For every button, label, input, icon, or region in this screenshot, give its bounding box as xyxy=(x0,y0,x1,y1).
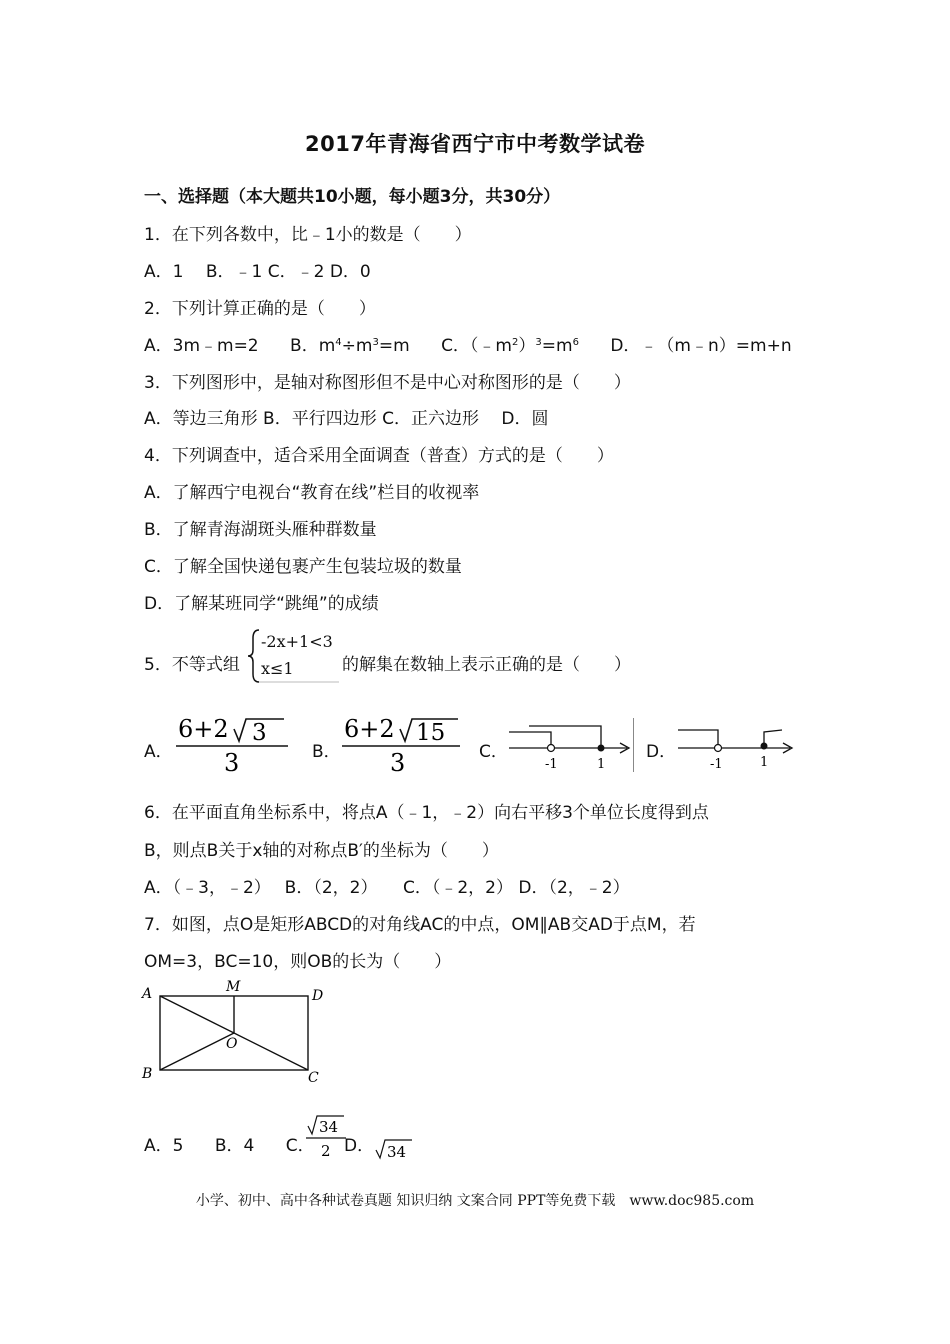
question-4-stem: 4．下列调查中，适合采用全面调查（普查）方式的是（ ） xyxy=(144,446,614,466)
option-b: B．$m^4\div m^3=m$ xyxy=(290,336,410,356)
q5-option-b-label: B． xyxy=(312,742,341,762)
option-d-label: D． xyxy=(344,1136,375,1156)
question-7-line-2: OM=3，BC=10，则OB的长为（ ） xyxy=(144,952,452,972)
question-7-line-1: 7．如图，点O是矩形ABCD的对角线AC的中点，OM∥AB交AD于点M，若 xyxy=(144,915,696,935)
q5-option-a-label: A． xyxy=(144,742,173,762)
question-2-stem: 2．下列计算正确的是（ ） xyxy=(144,299,376,319)
q5-option-c-label: C． xyxy=(479,742,508,762)
fraction-a-radicand: 3 xyxy=(252,720,267,746)
option-d: D．﹣（m﹣n）=m+n xyxy=(610,336,792,356)
inequality-2: x≤1 xyxy=(261,659,294,678)
question-4-option-b: B．了解青海湖斑头雁种群数量 xyxy=(144,520,377,540)
label-c: C xyxy=(308,1070,319,1086)
question-6-line-1: 6．在平面直角坐标系中，将点A（﹣1，﹣2）向右平移3个单位长度得到点 xyxy=(144,803,709,823)
fraction-b-denominator: 3 xyxy=(390,749,406,773)
question-4-option-a: A．了解西宁电视台“教育在线”栏目的收视率 xyxy=(144,483,480,503)
rectangle-abcd-diagram xyxy=(138,976,338,1088)
fraction-c-graphic xyxy=(304,1112,348,1164)
page-title: 2017年青海省西宁市中考数学试卷 xyxy=(305,132,645,156)
question-1-options: A．1 B．﹣1 C．﹣2 D．0 xyxy=(144,262,371,282)
fraction-b-graphic xyxy=(340,713,464,773)
question-4-option-c: C．了解全国快递包裹产生包装垃圾的数量 xyxy=(144,557,462,577)
question-5-stem-suffix: 的解集在数轴上表示正确的是（ ） xyxy=(342,655,631,675)
inequality-1: -2x+1<3 xyxy=(261,632,333,651)
q5-option-d-label: D． xyxy=(646,742,677,762)
q5-option-a-fraction xyxy=(172,713,292,773)
number-line-d xyxy=(674,718,798,774)
question-7-options xyxy=(144,1131,323,1156)
fraction-c-radicand: 34 xyxy=(319,1118,339,1136)
label-o: O xyxy=(226,1036,238,1052)
question-3-options: A．等边三角形 B．平行四边形 C．正六边形 D．圆 xyxy=(144,409,549,429)
fraction-b-numerator-int: 6+2 xyxy=(344,715,395,743)
inequality-system xyxy=(247,628,341,684)
q5-option-c-number-line xyxy=(505,718,633,774)
option-a: A．3m﹣m=2 xyxy=(144,336,259,356)
tick-neg1: -1 xyxy=(710,757,723,772)
rectangle-figure xyxy=(138,976,338,1088)
closed-dot-icon xyxy=(761,743,768,750)
option-a: A．5 xyxy=(144,1136,184,1156)
q5-option-b-fraction xyxy=(340,713,464,773)
question-1-stem: 1．在下列各数中，比﹣1小的数是（ ） xyxy=(144,225,472,245)
question-2-options xyxy=(144,331,818,356)
question-6-options: A．（﹣3，﹣2） B．（2，2） C．（﹣2，2） D．（2，﹣2） xyxy=(144,878,630,898)
sqrt-d-radicand: 34 xyxy=(387,1143,407,1161)
closed-dot-icon xyxy=(598,745,605,752)
option-b: B．4 xyxy=(214,1136,255,1156)
tick-neg1: -1 xyxy=(545,757,558,772)
page-footer: 小学、初中、高中各种试卷真题 知识归纳 文案合同 PPT等免费下载 www.doc985.com xyxy=(195,1193,755,1209)
fraction-a-denominator: 3 xyxy=(224,749,240,773)
label-a: A xyxy=(142,986,153,1002)
divider xyxy=(633,718,634,772)
sqrt-d-graphic xyxy=(374,1136,414,1164)
open-dot-icon xyxy=(715,745,722,752)
option-c-label: C． xyxy=(285,1136,315,1156)
q7-option-d-sqrt xyxy=(374,1136,414,1164)
label-m: M xyxy=(226,979,241,995)
option-c: C．$(﹣m^2)^3=m^6$ xyxy=(441,336,579,356)
question-5-stem-prefix: 5．不等式组 xyxy=(144,655,240,675)
label-b: B xyxy=(142,1066,153,1082)
q7-option-c-fraction xyxy=(304,1112,348,1164)
number-line-c xyxy=(505,718,633,774)
label-d: D xyxy=(312,988,324,1004)
tick-1: 1 xyxy=(597,757,606,772)
section-heading: 一、选择题（本大题共10小题，每小题3分，共30分） xyxy=(144,187,561,207)
q5-option-d-number-line xyxy=(674,718,798,774)
fraction-a-numerator-int: 6+2 xyxy=(178,715,229,743)
question-6-line-2: B，则点B关于x轴的对称点B′的坐标为（ ） xyxy=(144,841,499,861)
open-dot-icon xyxy=(548,745,555,752)
question-4-option-d: D．了解某班同学“跳绳”的成绩 xyxy=(144,594,379,614)
tick-1: 1 xyxy=(760,755,769,770)
fraction-a-graphic xyxy=(172,713,292,773)
fraction-c-denominator: 2 xyxy=(321,1142,331,1160)
fraction-b-radicand: 15 xyxy=(416,720,446,746)
question-3-stem: 3．下列图形中，是轴对称图形但不是中心对称图形的是（ ） xyxy=(144,373,631,393)
